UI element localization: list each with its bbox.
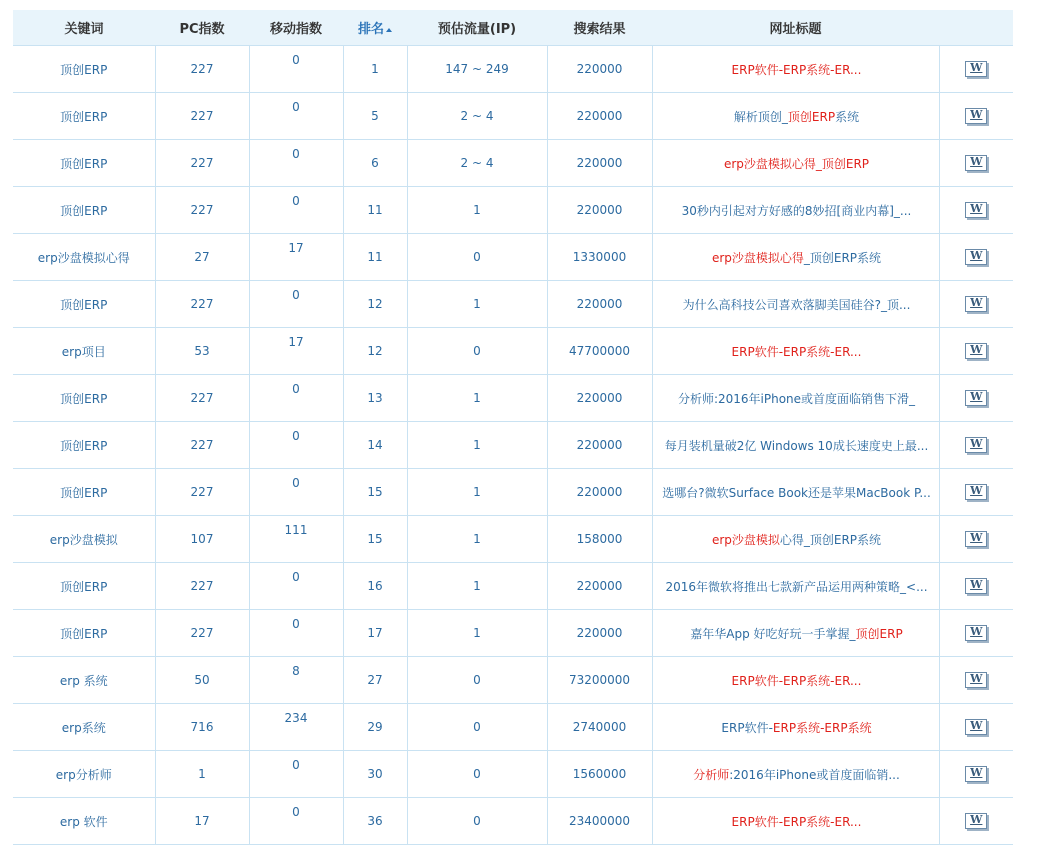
rank-cell: 12 [343,328,407,375]
word-doc-icon-label: W [970,202,983,215]
pc-index-cell: 716 [155,704,249,751]
word-doc-icon-label: W [970,531,983,544]
keyword-cell[interactable]: 顶创ERP [13,375,155,422]
pc-index-cell: 50 [155,657,249,704]
traffic-cell: 2 ~ 4 [407,140,547,187]
rank-cell: 30 [343,751,407,798]
word-doc-icon-label: W [970,437,983,450]
mobile-index-cell: 0 [249,375,343,422]
word-doc-icon-label: W [970,578,983,591]
url-title-cell[interactable] [652,610,939,657]
header-action [939,10,1013,46]
rank-cell: 29 [343,704,407,751]
url-title-cell[interactable] [652,46,939,93]
table-row [13,563,1013,610]
word-doc-icon-label: W [970,672,983,685]
word-doc-icon[interactable] [965,578,987,594]
pc-index-cell: 1 [155,751,249,798]
url-title-link[interactable] [661,625,933,642]
url-title-segment: 2016年微软将推出七款新产品运用两种策略_<... [665,579,928,594]
url-title-link[interactable] [661,437,933,454]
mobile-index-cell: 0 [249,422,343,469]
rank-cell: 5 [343,93,407,140]
pc-index-cell: 227 [155,563,249,610]
word-doc-icon-label: W [970,766,983,779]
table-row [13,704,1013,751]
search-results-cell: 220000 [547,140,652,187]
action-cell [939,798,1013,845]
table-row [13,234,1013,281]
url-title-link[interactable] [661,343,933,360]
url-title-segment: erp沙盘模拟心得 [711,250,804,265]
table-row [13,657,1013,704]
url-title-link[interactable] [661,108,933,125]
header-rank[interactable] [343,10,407,46]
word-doc-icon-label: W [970,155,983,168]
rank-cell: 15 [343,516,407,563]
url-title-segment: ERP软件- [721,720,773,735]
url-title-link[interactable] [661,296,933,313]
pc-index-cell: 227 [155,46,249,93]
keyword-cell[interactable]: 顶创ERP [13,140,155,187]
keyword-cell[interactable]: 顶创ERP [13,563,155,610]
url-title-segment: ERP软件-ERP系统-ER... [731,814,862,829]
header-search-results[interactable]: 搜索结果 [547,10,652,46]
keyword-cell[interactable]: 顶创ERP [13,281,155,328]
keyword-cell[interactable]: 顶创ERP [13,187,155,234]
keyword-cell[interactable]: erp 软件 [13,798,155,845]
keyword-cell[interactable]: 顶创ERP [13,610,155,657]
rank-cell: 14 [343,422,407,469]
url-title-cell[interactable] [652,187,939,234]
url-title-cell[interactable] [652,375,939,422]
url-title-segment: 嘉年华App 好吃好玩一手掌握_ [690,626,856,641]
rank-cell: 6 [343,140,407,187]
keyword-cell[interactable]: erp沙盘模拟 [13,516,155,563]
keyword-cell[interactable]: 顶创ERP [13,93,155,140]
word-doc-icon-label: W [970,484,983,497]
word-doc-icon-label: W [970,249,983,262]
header-keyword[interactable]: 关键词 [13,10,155,46]
keyword-cell[interactable]: erp分析师 [13,751,155,798]
rank-cell: 13 [343,375,407,422]
url-title-cell[interactable] [652,281,939,328]
traffic-cell: 1 [407,422,547,469]
header-pc-index[interactable]: PC指数 [155,10,249,46]
action-cell [939,422,1013,469]
pc-index-cell: 227 [155,187,249,234]
url-title-link[interactable] [661,61,933,78]
search-results-cell: 23400000 [547,798,652,845]
rank-cell: 27 [343,657,407,704]
mobile-index-cell: 0 [249,469,343,516]
traffic-cell: 1 [407,281,547,328]
mobile-index-cell: 0 [249,751,343,798]
mobile-index-cell: 0 [249,140,343,187]
action-cell [939,187,1013,234]
table-row [13,469,1013,516]
search-results-cell: 1330000 [547,234,652,281]
search-results-cell: 220000 [547,422,652,469]
action-cell [939,328,1013,375]
url-title-cell[interactable] [652,234,939,281]
action-cell [939,516,1013,563]
search-results-cell: 220000 [547,375,652,422]
url-title-segment: 分析师:2016年iPhone或首度面临销售下滑_ [677,391,916,406]
word-doc-icon[interactable] [965,390,987,406]
pc-index-cell: 227 [155,375,249,422]
mobile-index-cell: 0 [249,46,343,93]
word-doc-icon-label: W [970,343,983,356]
keyword-cell[interactable]: 顶创ERP [13,469,155,516]
table-row [13,140,1013,187]
keyword-cell[interactable]: erp系统 [13,704,155,751]
keyword-cell[interactable]: erp项目 [13,328,155,375]
word-doc-icon[interactable] [965,531,987,547]
search-results-cell: 220000 [547,187,652,234]
word-doc-icon[interactable] [965,202,987,218]
search-results-cell: 158000 [547,516,652,563]
keyword-ranking-table-container [13,10,1013,845]
mobile-index-cell: 0 [249,93,343,140]
traffic-cell: 1 [407,610,547,657]
header-traffic[interactable]: 预估流量(IP) [407,10,547,46]
table-row [13,46,1013,93]
traffic-cell: 0 [407,704,547,751]
traffic-cell: 0 [407,657,547,704]
url-title-link[interactable] [661,249,933,266]
url-title-link[interactable] [661,813,933,830]
url-title-segment: 选哪台?微软Surface Book还是苹果MacBook P... [662,485,931,500]
url-title-segment: 为什么高科技公司喜欢落脚美国硅谷?_顶... [682,297,911,312]
url-title-link[interactable] [661,531,933,548]
traffic-cell: 0 [407,798,547,845]
rank-cell: 15 [343,469,407,516]
url-title-cell[interactable] [652,93,939,140]
url-title-segment: _顶创ERP系统 [803,250,882,265]
pc-index-cell: 27 [155,234,249,281]
header-url-title[interactable]: 网址标题 [652,10,939,46]
url-title-segment: erp沙盘模拟心得_ [723,156,822,171]
url-title-segment: 30秒内引起对方好感的8妙招[商业内幕]_... [681,203,912,218]
url-title-segment: 心得_顶创ERP系统 [779,532,882,547]
url-title-segment: 顶创ERP [821,156,870,171]
word-doc-icon[interactable] [965,296,987,312]
keyword-cell[interactable]: erp 系统 [13,657,155,704]
mobile-index-cell: 0 [249,187,343,234]
word-doc-icon-label: W [970,108,983,121]
action-cell [939,375,1013,422]
url-title-segment: ERP软件-ERP系统-ER... [731,673,862,688]
word-doc-icon[interactable] [965,437,987,453]
url-title-segment: :2016年iPhone或首度面临销... [729,767,900,782]
word-doc-icon-label: W [970,296,983,309]
traffic-cell: 2 ~ 4 [407,93,547,140]
url-title-cell[interactable] [652,657,939,704]
table-row [13,328,1013,375]
table-row [13,798,1013,845]
url-title-link[interactable] [661,672,933,689]
rank-cell: 36 [343,798,407,845]
action-cell [939,140,1013,187]
mobile-index-cell: 0 [249,610,343,657]
action-cell [939,281,1013,328]
url-title-link[interactable] [661,719,933,736]
pc-index-cell: 227 [155,610,249,657]
header-rank-label: 排名 [357,22,384,37]
rank-cell: 16 [343,563,407,610]
action-cell [939,46,1013,93]
word-doc-icon[interactable] [965,484,987,500]
action-cell [939,751,1013,798]
url-title-segment: 解析顶创_ [733,109,788,124]
word-doc-icon[interactable] [965,249,987,265]
url-title-cell[interactable] [652,798,939,845]
url-title-segment: 顶创ERP [855,626,903,641]
url-title-cell[interactable] [652,704,939,751]
pc-index-cell: 107 [155,516,249,563]
word-doc-icon-label: W [970,625,983,638]
table-row [13,751,1013,798]
traffic-cell: 1 [407,187,547,234]
word-doc-icon-label: W [970,390,983,403]
pc-index-cell: 227 [155,422,249,469]
traffic-cell: 1 [407,563,547,610]
word-doc-icon[interactable] [965,343,987,359]
traffic-cell: 0 [407,751,547,798]
mobile-index-cell: 0 [249,563,343,610]
search-results-cell: 2740000 [547,704,652,751]
rank-cell: 12 [343,281,407,328]
mobile-index-cell: 8 [249,657,343,704]
pc-index-cell: 227 [155,93,249,140]
mobile-index-cell: 111 [249,516,343,563]
url-title-link[interactable] [661,578,933,595]
word-doc-icon-label: W [970,719,983,732]
pc-index-cell: 53 [155,328,249,375]
traffic-cell: 0 [407,234,547,281]
word-doc-icon[interactable] [965,625,987,641]
table-row [13,375,1013,422]
pc-index-cell: 227 [155,469,249,516]
url-title-segment: erp沙盘模拟 [711,532,780,547]
search-results-cell: 220000 [547,281,652,328]
mobile-index-cell: 0 [249,798,343,845]
url-title-link[interactable] [661,155,933,172]
pc-index-cell: 227 [155,140,249,187]
table-row [13,187,1013,234]
word-doc-icon[interactable] [965,719,987,735]
table-header-row [13,10,1013,46]
search-results-cell: 1560000 [547,751,652,798]
word-doc-icon[interactable] [965,155,987,171]
keyword-cell[interactable]: 顶创ERP [13,46,155,93]
search-results-cell: 220000 [547,469,652,516]
url-title-segment: 顶创ERP [787,109,836,124]
keyword-ranking-table [13,10,1013,845]
search-results-cell: 73200000 [547,657,652,704]
action-cell [939,563,1013,610]
keyword-cell[interactable]: erp沙盘模拟心得 [13,234,155,281]
search-results-cell: 220000 [547,563,652,610]
url-title-segment: 每月装机量破2亿 Windows 10成长速度史上最... [664,438,929,453]
url-title-segment: 系统 [835,109,860,124]
mobile-index-cell: 234 [249,704,343,751]
search-results-cell: 220000 [547,46,652,93]
mobile-index-cell: 0 [249,281,343,328]
traffic-cell: 0 [407,328,547,375]
url-title-cell[interactable] [652,516,939,563]
pc-index-cell: 227 [155,281,249,328]
header-mobile-index[interactable]: 移动指数 [249,10,343,46]
table-row [13,281,1013,328]
table-row [13,93,1013,140]
traffic-cell: 1 [407,516,547,563]
rank-cell: 11 [343,187,407,234]
word-doc-icon[interactable] [965,108,987,124]
mobile-index-cell: 17 [249,328,343,375]
table-row [13,610,1013,657]
url-title-segment: 分析师 [693,767,730,782]
word-doc-icon[interactable] [965,813,987,829]
traffic-cell: 147 ~ 249 [407,46,547,93]
url-title-segment: ERP软件-ERP系统-ER... [731,344,862,359]
traffic-cell: 1 [407,375,547,422]
url-title-cell[interactable] [652,422,939,469]
keyword-cell[interactable]: 顶创ERP [13,422,155,469]
url-title-cell[interactable] [652,140,939,187]
action-cell [939,704,1013,751]
word-doc-icon-label: W [970,61,983,74]
url-title-cell[interactable] [652,469,939,516]
url-title-segment: ERP系统-ERP系统 [772,720,872,735]
action-cell [939,657,1013,704]
pc-index-cell: 17 [155,798,249,845]
action-cell [939,610,1013,657]
action-cell [939,234,1013,281]
url-title-link[interactable] [661,766,933,783]
search-results-cell: 220000 [547,93,652,140]
url-title-cell[interactable] [652,751,939,798]
traffic-cell: 1 [407,469,547,516]
rank-cell: 17 [343,610,407,657]
url-title-cell[interactable] [652,328,939,375]
table-row [13,516,1013,563]
word-doc-icon[interactable] [965,766,987,782]
table-row [13,422,1013,469]
url-title-cell[interactable] [652,563,939,610]
sort-ascending-icon [386,28,392,32]
action-cell [939,469,1013,516]
word-doc-icon[interactable] [965,61,987,77]
word-doc-icon[interactable] [965,672,987,688]
url-title-link[interactable] [661,390,933,407]
url-title-link[interactable] [661,202,933,219]
action-cell [939,93,1013,140]
search-results-cell: 47700000 [547,328,652,375]
word-doc-icon-label: W [970,813,983,826]
mobile-index-cell: 17 [249,234,343,281]
url-title-link[interactable] [661,484,933,501]
url-title-segment: ERP软件-ERP系统-ER... [731,62,862,77]
rank-cell: 1 [343,46,407,93]
search-results-cell: 220000 [547,610,652,657]
rank-cell: 11 [343,234,407,281]
